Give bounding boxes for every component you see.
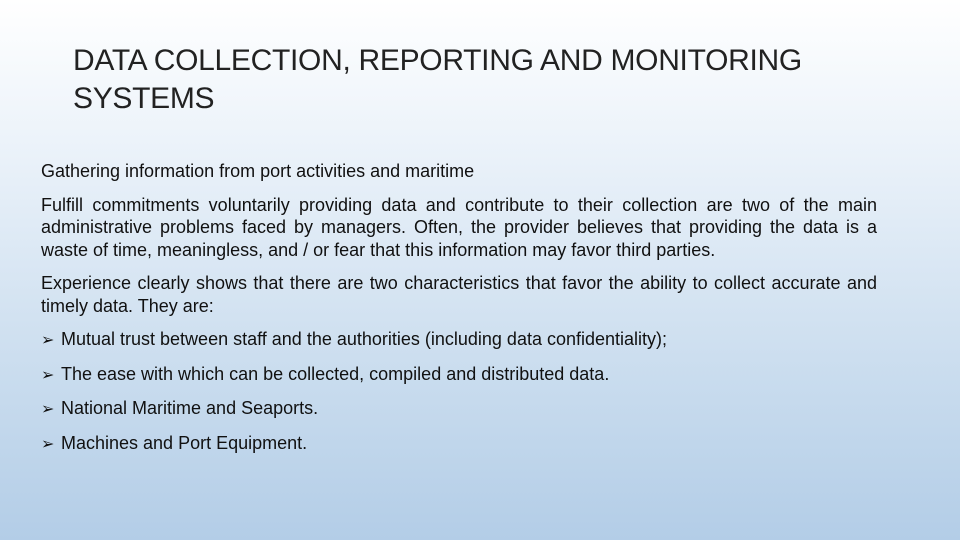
slide-title [73,42,893,118]
paragraph: Gathering information from port activities and maritime [41,161,475,181]
bullet-item [41,363,877,387]
bullet-text: Machines and Port Equipment. [61,432,308,453]
bullet-item [41,432,877,456]
arrow-bullet-icon: ➢ [41,399,55,418]
bullet-item [41,328,877,352]
bullet-item [41,397,877,421]
slide-body [41,160,877,466]
slide-title-line-2: SYSTEMS [73,82,215,115]
arrow-bullet-icon: ➢ [41,330,55,349]
paragraph: Experience clearly shows that there are two characteristics that favor the ability to collect accurate and timely data. They are: [41,273,877,316]
arrow-bullet-icon: ➢ [41,364,55,384]
arrow-bullet-icon: ➢ [41,433,55,453]
slide-title-line-1: DATA COLLECTION, REPORTING AND MONITORING [73,44,802,77]
paragraph: Fulfill commitments voluntarily providing data and contribute to their collection are two of the main administrative problems faced by managers. Often, the provider believes that providing the data is a waste of time, meaningless, and / or fear that this information may favor third parties. [41,194,877,260]
bullet-text: National Maritime and Seaports. [61,398,319,418]
bullet-text: The ease with which can be collected, compiled and distributed data. [61,363,610,384]
bullet-text: Mutual trust between staff and the authorities (including data confidentiality); [61,329,668,349]
